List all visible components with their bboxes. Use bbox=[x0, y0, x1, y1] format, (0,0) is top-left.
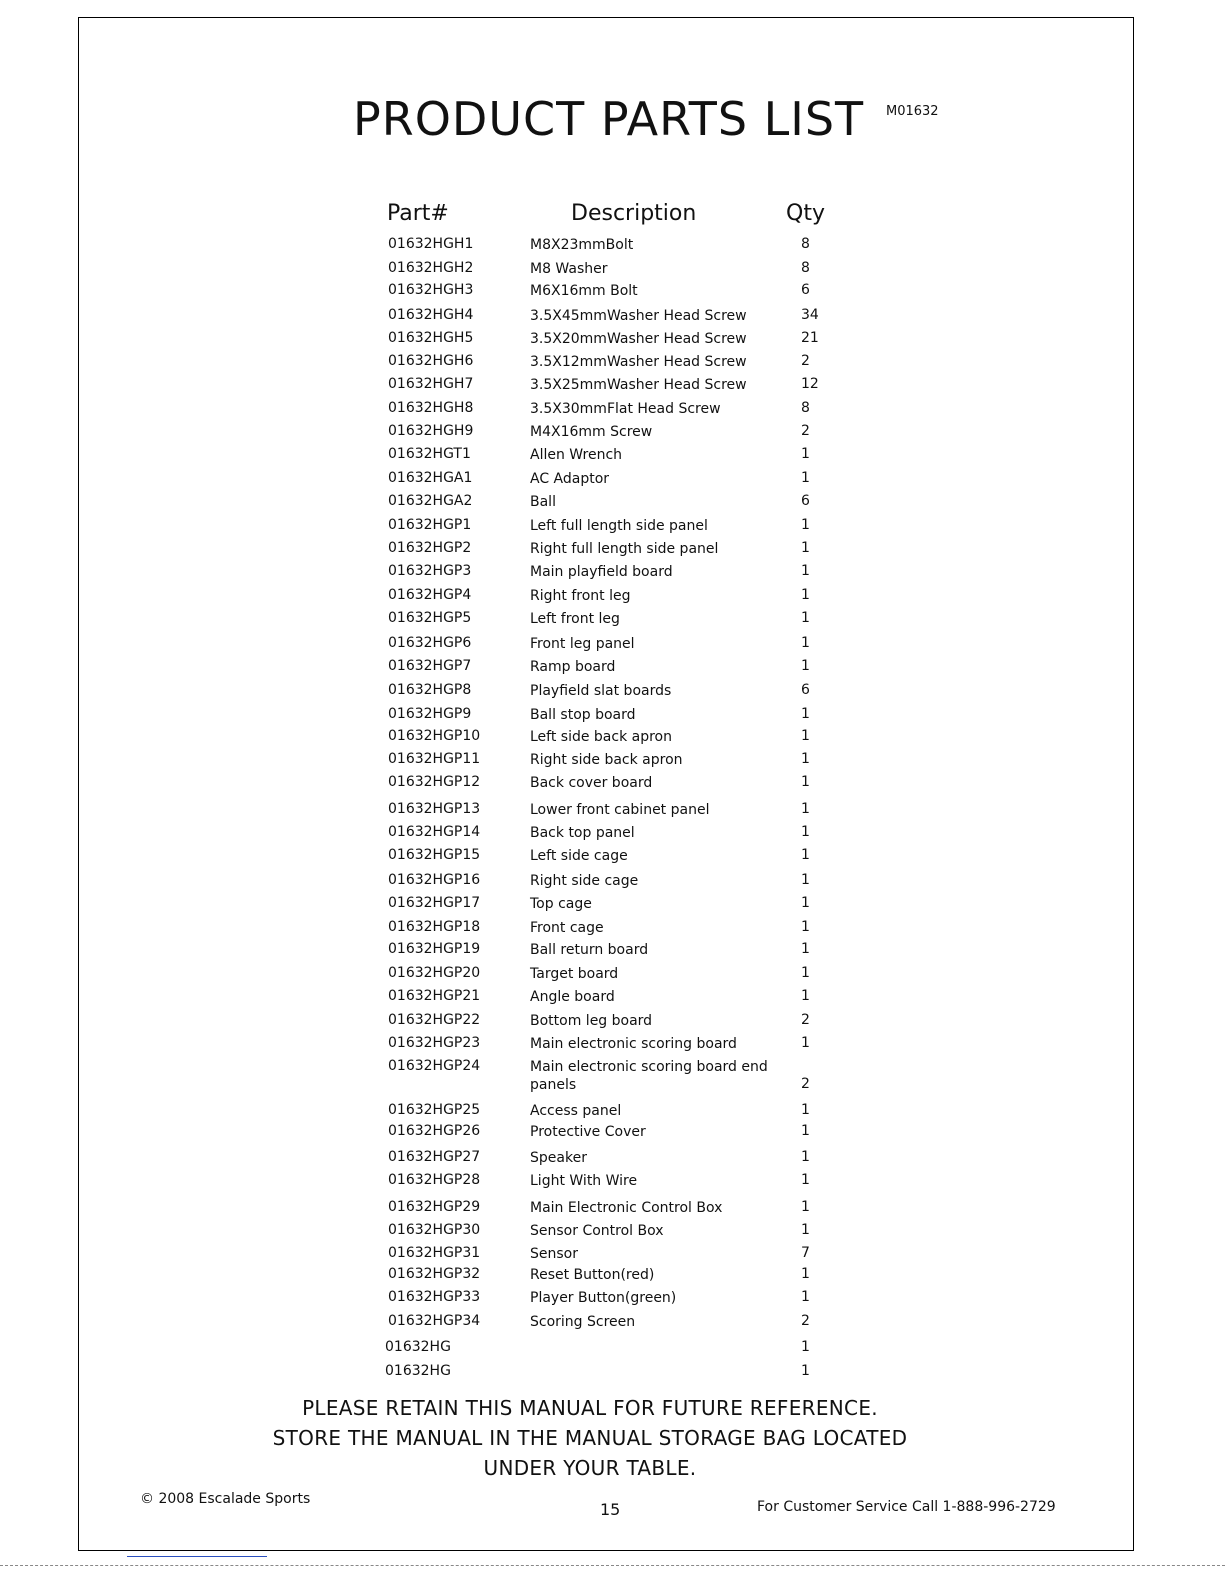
part-number: 01632HGP27 bbox=[388, 1149, 481, 1165]
part-quantity: 1 bbox=[801, 895, 810, 911]
part-number: 01632HG bbox=[385, 1339, 451, 1355]
part-description: Left full length side panel bbox=[530, 518, 708, 534]
part-quantity: 2 bbox=[801, 353, 810, 369]
part-quantity: 6 bbox=[801, 282, 810, 298]
part-quantity: 6 bbox=[801, 493, 810, 509]
part-number: 01632HGP34 bbox=[388, 1313, 481, 1329]
part-number: 01632HGH3 bbox=[388, 282, 474, 298]
part-number: 01632HGH4 bbox=[388, 307, 474, 323]
part-quantity: 1 bbox=[801, 1339, 810, 1355]
part-description: 3.5X25mmWasher Head Screw bbox=[530, 377, 747, 393]
part-quantity: 1 bbox=[801, 965, 810, 981]
part-description: Right front leg bbox=[530, 588, 631, 604]
part-quantity: 1 bbox=[801, 847, 810, 863]
notice-line-2: STORE THE MANUAL IN THE MANUAL STORAGE BAG LOCATED bbox=[272, 1426, 908, 1450]
part-number: 01632HGA1 bbox=[388, 470, 473, 486]
part-quantity: 1 bbox=[801, 635, 810, 651]
part-description: Front cage bbox=[530, 920, 604, 936]
part-number: 01632HGP2 bbox=[388, 540, 472, 556]
part-number: 01632HGP26 bbox=[388, 1123, 481, 1139]
page-title: PRODUCT PARTS LIST bbox=[353, 92, 865, 146]
part-quantity: 8 bbox=[801, 260, 810, 276]
part-number: 01632HGP23 bbox=[388, 1035, 481, 1051]
part-description: M8 Washer bbox=[530, 261, 608, 277]
part-description: Left side cage bbox=[530, 848, 628, 864]
customer-service: For Customer Service Call 1-888-996-2729 bbox=[757, 1499, 1056, 1515]
part-number: 01632HG bbox=[385, 1363, 451, 1379]
part-quantity: 1 bbox=[801, 1363, 810, 1379]
part-quantity: 1 bbox=[801, 1102, 810, 1118]
part-description: Angle board bbox=[530, 989, 615, 1005]
part-number: 01632HGP33 bbox=[388, 1289, 481, 1305]
part-description: Main electronic scoring board end panels bbox=[530, 1059, 768, 1093]
part-number: 01632HGP8 bbox=[388, 682, 472, 698]
part-number: 01632HGP32 bbox=[388, 1266, 481, 1282]
part-number: 01632HGP25 bbox=[388, 1102, 481, 1118]
header-qty: Qty bbox=[786, 201, 825, 226]
part-quantity: 12 bbox=[801, 376, 819, 392]
part-description: Allen Wrench bbox=[530, 447, 623, 463]
part-quantity: 1 bbox=[801, 872, 810, 888]
part-number: 01632HGP19 bbox=[388, 941, 481, 957]
part-quantity: 1 bbox=[801, 751, 810, 767]
part-number: 01632HGH6 bbox=[388, 353, 474, 369]
part-quantity: 1 bbox=[801, 919, 810, 935]
part-description: Lower front cabinet panel bbox=[530, 802, 710, 818]
part-description: Protective Cover bbox=[530, 1124, 646, 1140]
part-description: Right full length side panel bbox=[530, 541, 719, 557]
part-number: 01632HGP28 bbox=[388, 1172, 481, 1188]
part-number: 01632HGH2 bbox=[388, 260, 474, 276]
part-description: Playfield slat boards bbox=[530, 683, 672, 699]
part-description: M8X23mmBolt bbox=[530, 237, 634, 253]
notice-line-3: UNDER YOUR TABLE. bbox=[483, 1456, 697, 1480]
part-description: Back cover board bbox=[530, 775, 653, 791]
part-quantity: 1 bbox=[801, 1172, 810, 1188]
part-description: M6X16mm Bolt bbox=[530, 283, 638, 299]
part-number: 01632HGP31 bbox=[388, 1245, 481, 1261]
part-number: 01632HGP4 bbox=[388, 587, 472, 603]
part-description: 3.5X12mmWasher Head Screw bbox=[530, 354, 747, 370]
part-number: 01632HGP17 bbox=[388, 895, 481, 911]
part-description: Access panel bbox=[530, 1103, 622, 1119]
part-description: Ball bbox=[530, 494, 556, 510]
part-quantity: 1 bbox=[801, 1222, 810, 1238]
copyright: © 2008 Escalade Sports bbox=[140, 1491, 311, 1507]
part-number: 01632HGP9 bbox=[388, 706, 472, 722]
part-number: 01632HGP7 bbox=[388, 658, 472, 674]
part-quantity: 1 bbox=[801, 658, 810, 674]
part-description: Speaker bbox=[530, 1150, 587, 1166]
part-quantity: 2 bbox=[801, 1313, 810, 1329]
part-number: 01632HGP20 bbox=[388, 965, 481, 981]
part-description: Ball return board bbox=[530, 942, 649, 958]
part-number: 01632HGP10 bbox=[388, 728, 481, 744]
part-quantity: 6 bbox=[801, 682, 810, 698]
part-description: Ramp board bbox=[530, 659, 616, 675]
part-description: 3.5X20mmWasher Head Screw bbox=[530, 331, 747, 347]
part-quantity: 8 bbox=[801, 236, 810, 252]
part-number: 01632HGH9 bbox=[388, 423, 474, 439]
part-description: Main Electronic Control Box bbox=[530, 1200, 723, 1216]
part-description: 3.5X30mmFlat Head Screw bbox=[530, 401, 721, 417]
part-quantity: 1 bbox=[801, 774, 810, 790]
part-quantity: 1 bbox=[801, 706, 810, 722]
part-number: 01632HGP14 bbox=[388, 824, 481, 840]
part-number: 01632HGP3 bbox=[388, 563, 472, 579]
part-quantity: 1 bbox=[801, 517, 810, 533]
part-description: Right side cage bbox=[530, 873, 639, 889]
part-quantity: 1 bbox=[801, 587, 810, 603]
part-number: 01632HGP21 bbox=[388, 988, 481, 1004]
part-description: Front leg panel bbox=[530, 636, 635, 652]
part-quantity: 1 bbox=[801, 801, 810, 817]
part-quantity: 2 bbox=[801, 1076, 810, 1092]
part-number: 01632HGT1 bbox=[388, 446, 471, 462]
retain-notice bbox=[0, 1393, 1180, 1483]
part-quantity: 1 bbox=[801, 446, 810, 462]
part-quantity: 1 bbox=[801, 1289, 810, 1305]
part-number: 01632HGP18 bbox=[388, 919, 481, 935]
part-description: Player Button(green) bbox=[530, 1290, 677, 1306]
part-number: 01632HGP30 bbox=[388, 1222, 481, 1238]
part-description: Right side back apron bbox=[530, 752, 683, 768]
part-number: 01632HGP5 bbox=[388, 610, 472, 626]
part-quantity: 1 bbox=[801, 1199, 810, 1215]
part-description: Reset Button(red) bbox=[530, 1267, 655, 1283]
part-quantity: 8 bbox=[801, 400, 810, 416]
part-number: 01632HGP29 bbox=[388, 1199, 481, 1215]
part-description: Back top panel bbox=[530, 825, 635, 841]
part-description: Target board bbox=[530, 966, 619, 982]
part-quantity: 21 bbox=[801, 330, 819, 346]
part-number: 01632HGH8 bbox=[388, 400, 474, 416]
part-number: 01632HGA2 bbox=[388, 493, 473, 509]
page-edge bbox=[0, 1565, 1225, 1568]
part-description: AC Adaptor bbox=[530, 471, 610, 487]
part-description: Bottom leg board bbox=[530, 1013, 653, 1029]
page-number: 15 bbox=[600, 1500, 621, 1519]
part-quantity: 1 bbox=[801, 1035, 810, 1051]
part-description: Scoring Screen bbox=[530, 1314, 636, 1330]
part-description: Ball stop board bbox=[530, 707, 636, 723]
part-quantity: 1 bbox=[801, 824, 810, 840]
part-quantity: 1 bbox=[801, 1266, 810, 1282]
part-quantity: 1 bbox=[801, 540, 810, 556]
part-quantity: 1 bbox=[801, 470, 810, 486]
part-number: 01632HGP22 bbox=[388, 1012, 481, 1028]
part-number: 01632HGP16 bbox=[388, 872, 481, 888]
part-quantity: 7 bbox=[801, 1245, 810, 1261]
part-number: 01632HGP6 bbox=[388, 635, 472, 651]
part-quantity: 2 bbox=[801, 423, 810, 439]
part-quantity: 2 bbox=[801, 1012, 810, 1028]
part-description: Top cage bbox=[530, 896, 592, 912]
part-quantity: 1 bbox=[801, 988, 810, 1004]
part-quantity: 1 bbox=[801, 563, 810, 579]
part-description: Main playfield board bbox=[530, 564, 673, 580]
header-part: Part# bbox=[387, 201, 449, 226]
part-description: 3.5X45mmWasher Head Screw bbox=[530, 308, 747, 324]
part-number: 01632HGP13 bbox=[388, 801, 481, 817]
part-description: Main electronic scoring board bbox=[530, 1036, 737, 1052]
part-number: 01632HGP15 bbox=[388, 847, 481, 863]
part-quantity: 1 bbox=[801, 610, 810, 626]
part-description: Left front leg bbox=[530, 611, 620, 627]
part-quantity: 1 bbox=[801, 1149, 810, 1165]
scan-mark bbox=[127, 1556, 267, 1557]
part-description: Light With Wire bbox=[530, 1173, 638, 1189]
model-code: M01632 bbox=[886, 104, 939, 119]
part-quantity: 34 bbox=[801, 307, 819, 323]
part-number: 01632HGH5 bbox=[388, 330, 474, 346]
part-number: 01632HGP1 bbox=[388, 517, 472, 533]
part-number: 01632HGP11 bbox=[388, 751, 481, 767]
part-description: M4X16mm Screw bbox=[530, 424, 653, 440]
part-quantity: 1 bbox=[801, 1123, 810, 1139]
part-number: 01632HGP24 bbox=[388, 1058, 481, 1074]
part-description: Sensor bbox=[530, 1246, 578, 1262]
part-quantity: 1 bbox=[801, 728, 810, 744]
header-description: Description bbox=[571, 201, 697, 226]
part-quantity: 1 bbox=[801, 941, 810, 957]
part-description: Left side back apron bbox=[530, 729, 672, 745]
part-number: 01632HGH7 bbox=[388, 376, 474, 392]
part-description: Sensor Control Box bbox=[530, 1223, 664, 1239]
part-number: 01632HGH1 bbox=[388, 236, 474, 252]
part-number: 01632HGP12 bbox=[388, 774, 481, 790]
notice-line-1: PLEASE RETAIN THIS MANUAL FOR FUTURE REFERENCE. bbox=[302, 1396, 878, 1420]
